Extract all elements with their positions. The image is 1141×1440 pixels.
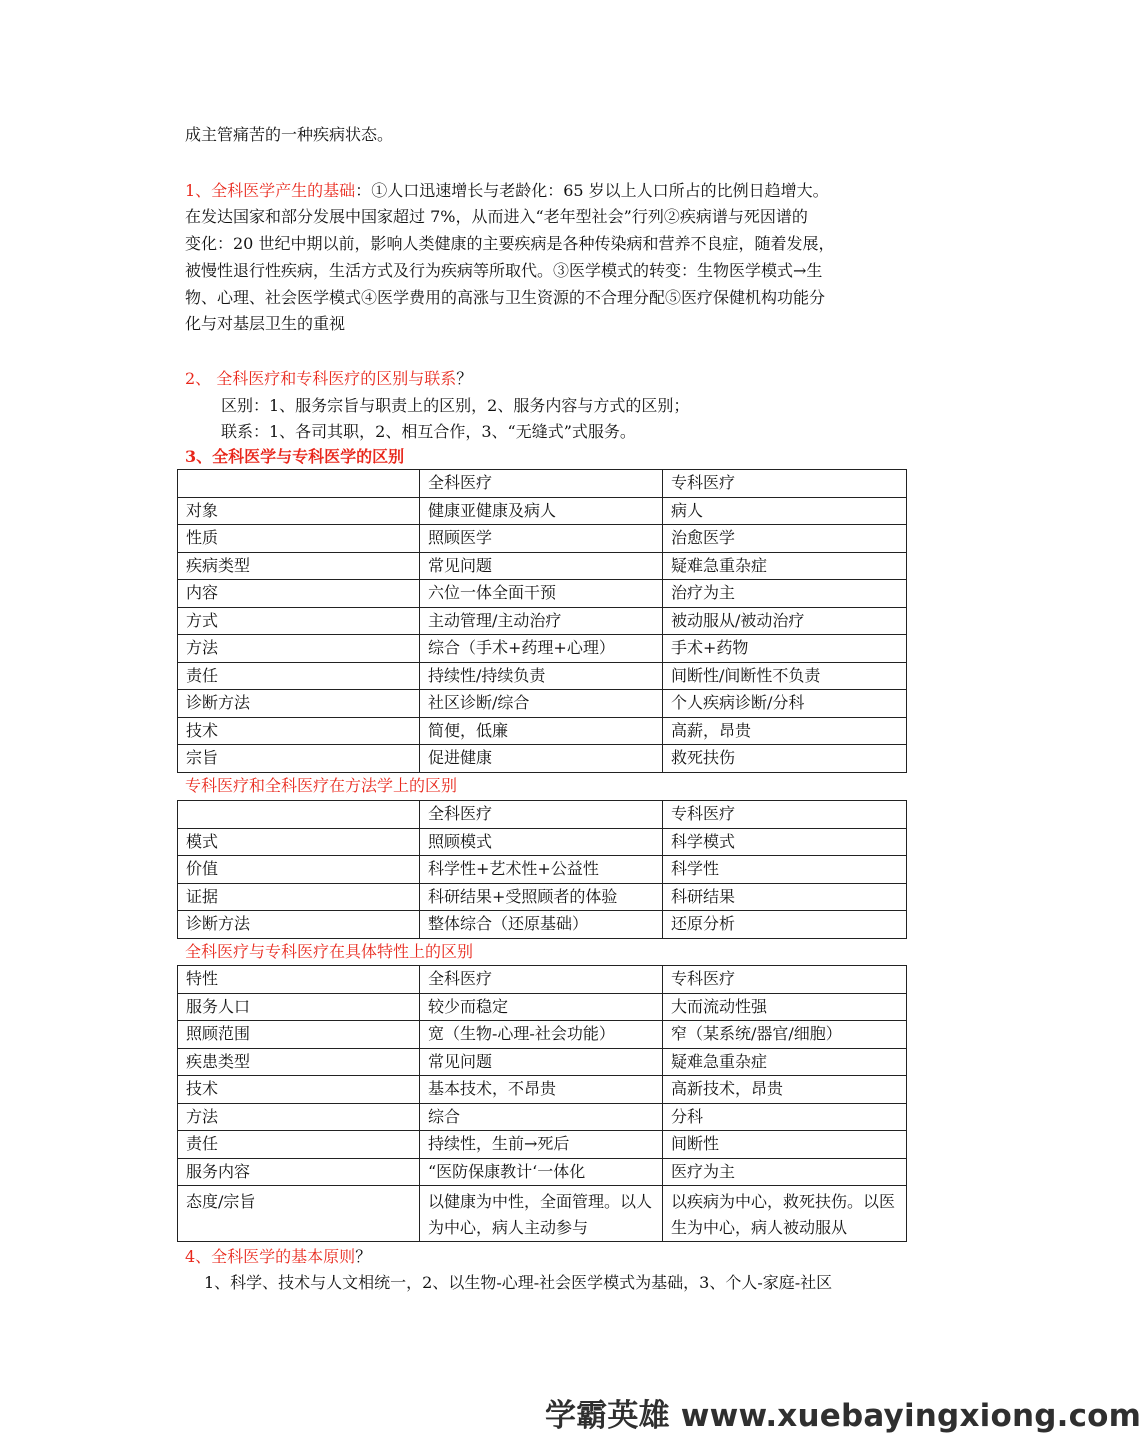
table-cell: 整体综合（还原基础） xyxy=(420,911,663,939)
table-cell: 促进健康 xyxy=(420,745,663,773)
section2-heading-line xyxy=(185,368,472,390)
table-cell: 对象 xyxy=(178,497,420,525)
table-cell: 方法 xyxy=(178,635,420,663)
table-row xyxy=(178,662,907,690)
section1-line-5: 化与对基层卫生的重视 xyxy=(185,314,346,333)
table-cell: 医疗为主 xyxy=(663,1158,907,1186)
table-cell: 主动管理/主动治疗 xyxy=(420,607,663,635)
table-cell: 社区诊断/综合 xyxy=(420,690,663,718)
table-cell: 技术 xyxy=(178,1076,420,1104)
section1-line-3: 被慢性退行性疾病，生活方式及行为疾病等所取代。③医学模式的转变：生物医学模式→生 xyxy=(185,261,823,280)
table-cell: 特性 xyxy=(178,966,420,994)
table-row xyxy=(178,883,907,911)
table-cell: “医防保康教计‘一体化 xyxy=(420,1158,663,1186)
table-row xyxy=(178,856,907,884)
section1-line-2: 变化：20 世纪中期以前，影响人类健康的主要疾病是各种传染病和营养不良症，随着发展， xyxy=(185,234,835,253)
table-cell: 全科医疗 xyxy=(420,966,663,994)
table-cell: 持续性/持续负责 xyxy=(420,662,663,690)
table-cell: 综合 xyxy=(420,1103,663,1131)
table-cell: 模式 xyxy=(178,828,420,856)
table-cell: 诊断方法 xyxy=(178,690,420,718)
table-cell: 宽（生物-心理-社会功能） xyxy=(420,1021,663,1049)
section2-heading: 2、 全科医疗和专科医疗的区别与联系 xyxy=(185,369,457,388)
table-cell: 被动服从/被动治疗 xyxy=(663,607,907,635)
section2-heading-suffix: ？ xyxy=(456,369,473,388)
table-cell: 责任 xyxy=(178,1131,420,1159)
table-cell: 个人疾病诊断/分科 xyxy=(663,690,907,718)
section4-heading: 4、全科医学的基本原则 xyxy=(185,1247,356,1266)
table-row xyxy=(178,497,907,525)
table-cell: 科学模式 xyxy=(663,828,907,856)
table-cell: 照顾范围 xyxy=(178,1021,420,1049)
table-cell: 六位一体全面干预 xyxy=(420,580,663,608)
table-cell: 手术+药物 xyxy=(663,635,907,663)
table-cell: 疑难急重杂症 xyxy=(663,1048,907,1076)
section2-link: 联系：1、各司其职，2、相互合作，3、“无缝式”式服务。 xyxy=(221,422,636,441)
table-cell: 治愈医学 xyxy=(663,525,907,553)
table-cell xyxy=(178,470,420,498)
table-row xyxy=(178,1021,907,1049)
table-cell: 窄（某系统/器官/细胞） xyxy=(663,1021,907,1049)
section4-line: 1、科学、技术与人文相统一，2、以生物-心理-社会医学模式为基础，3、个人-家庭-社区 xyxy=(204,1273,833,1292)
section1-line-0: ：①人口迅速增长与老龄化：65 岁以上人口所占的比例日趋增大。 xyxy=(355,181,829,200)
table-cell: 救死扶伤 xyxy=(663,745,907,773)
table-row xyxy=(178,607,907,635)
table-cell: 全科医疗 xyxy=(420,801,663,829)
table-cell: 诊断方法 xyxy=(178,911,420,939)
table-row xyxy=(178,690,907,718)
table-cell: 内容 xyxy=(178,580,420,608)
section1-line-1: 在发达国家和部分发展中国家超过 7%，从而进入“老年型社会”行列②疾病谱与死因谱的 xyxy=(185,207,808,226)
table-cell: 健康亚健康及病人 xyxy=(420,497,663,525)
table-cell: 科研结果 xyxy=(663,883,907,911)
table-general-vs-specialist xyxy=(177,469,907,773)
table-cell: 服务内容 xyxy=(178,1158,420,1186)
table-row xyxy=(178,828,907,856)
table-cell: 常见问题 xyxy=(420,1048,663,1076)
table-row xyxy=(178,1103,907,1131)
table-cell: 科学性+艺术性+公益性 xyxy=(420,856,663,884)
table-cell: 大而流动性强 xyxy=(663,993,907,1021)
table-cell: 方法 xyxy=(178,1103,420,1131)
table-cell: 证据 xyxy=(178,883,420,911)
table-cell: 专科医疗 xyxy=(663,470,907,498)
section1-first-line xyxy=(185,180,829,202)
table-header-row xyxy=(178,801,907,829)
table-cell: 宗旨 xyxy=(178,745,420,773)
table-row xyxy=(178,1158,907,1186)
table-cell: 性质 xyxy=(178,525,420,553)
table-cell: 基本技术，不昂贵 xyxy=(420,1076,663,1104)
table-cell: 持续性，生前→死后 xyxy=(420,1131,663,1159)
table-cell: 态度/宗旨 xyxy=(178,1186,420,1242)
table-row xyxy=(178,580,907,608)
table-cell: 综合（手术+药理+心理） xyxy=(420,635,663,663)
table-row xyxy=(178,717,907,745)
table-cell: 以疾病为中心，救死扶伤。以医生为中心，病人被动服从 xyxy=(663,1186,907,1242)
table-cell: 全科医疗 xyxy=(420,470,663,498)
table-cell: 高薪，昂贵 xyxy=(663,717,907,745)
table-cell: 科学性 xyxy=(663,856,907,884)
section1-line-4: 物、心理、社会医学模式④医学费用的高涨与卫生资源的不合理分配⑤医疗保健机构功能分 xyxy=(185,288,826,307)
table2-title: 专科医疗和全科医疗在方法学上的区别 xyxy=(185,776,458,795)
table-row xyxy=(178,1048,907,1076)
table-row xyxy=(178,1131,907,1159)
table-cell: 方式 xyxy=(178,607,420,635)
table-cell: 疑难急重杂症 xyxy=(663,552,907,580)
table-cell: 服务人口 xyxy=(178,993,420,1021)
section4-heading-line xyxy=(185,1246,371,1268)
table-cell: 病人 xyxy=(663,497,907,525)
table-cell: 责任 xyxy=(178,662,420,690)
table-cell xyxy=(178,801,420,829)
section3-heading: 3、全科医学与专科医学的区别 xyxy=(185,447,405,466)
table-row xyxy=(178,745,907,773)
section4-heading-suffix: ？ xyxy=(355,1247,372,1266)
table-cell: 间断性/间断性不负责 xyxy=(663,662,907,690)
table-cell: 照顾模式 xyxy=(420,828,663,856)
table-cell: 较少而稳定 xyxy=(420,993,663,1021)
table-cell: 专科医疗 xyxy=(663,801,907,829)
table-row xyxy=(178,993,907,1021)
table-cell: 还原分析 xyxy=(663,911,907,939)
table-row xyxy=(178,635,907,663)
table-characteristics xyxy=(177,965,907,1242)
intro-line: 成主管痛苦的一种疾病状态。 xyxy=(185,125,394,144)
table-cell: 治疗为主 xyxy=(663,580,907,608)
table-cell: 科研结果+受照顾者的体验 xyxy=(420,883,663,911)
table-cell: 疾病类型 xyxy=(178,552,420,580)
table-cell: 分科 xyxy=(663,1103,907,1131)
table-cell: 常见问题 xyxy=(420,552,663,580)
section2-diff: 区别：1、服务宗旨与职责上的区别，2、服务内容与方式的区别； xyxy=(221,396,690,415)
table-cell: 简便，低廉 xyxy=(420,717,663,745)
table-cell: 高新技术，昂贵 xyxy=(663,1076,907,1104)
table-header-row xyxy=(178,966,907,994)
table-header-row xyxy=(178,470,907,498)
table-row xyxy=(178,1186,907,1242)
table-row xyxy=(178,911,907,939)
table-row xyxy=(178,552,907,580)
table-methodology xyxy=(177,800,907,939)
table-cell: 技术 xyxy=(178,717,420,745)
table3-title: 全科医疗与专科医疗在具体特性上的区别 xyxy=(185,942,474,961)
table-cell: 价值 xyxy=(178,856,420,884)
section1-heading: 1、全科医学产生的基础 xyxy=(185,181,356,200)
site-watermark: 学霸英雄 www.xuebayingxiong.com xyxy=(545,1398,1141,1434)
table-cell: 照顾医学 xyxy=(420,525,663,553)
table-row xyxy=(178,1076,907,1104)
table-cell: 专科医疗 xyxy=(663,966,907,994)
table-cell: 间断性 xyxy=(663,1131,907,1159)
table-row xyxy=(178,525,907,553)
table-cell: 疾患类型 xyxy=(178,1048,420,1076)
table-cell: 以健康为中性，全面管理。以人为中心，病人主动参与 xyxy=(420,1186,663,1242)
